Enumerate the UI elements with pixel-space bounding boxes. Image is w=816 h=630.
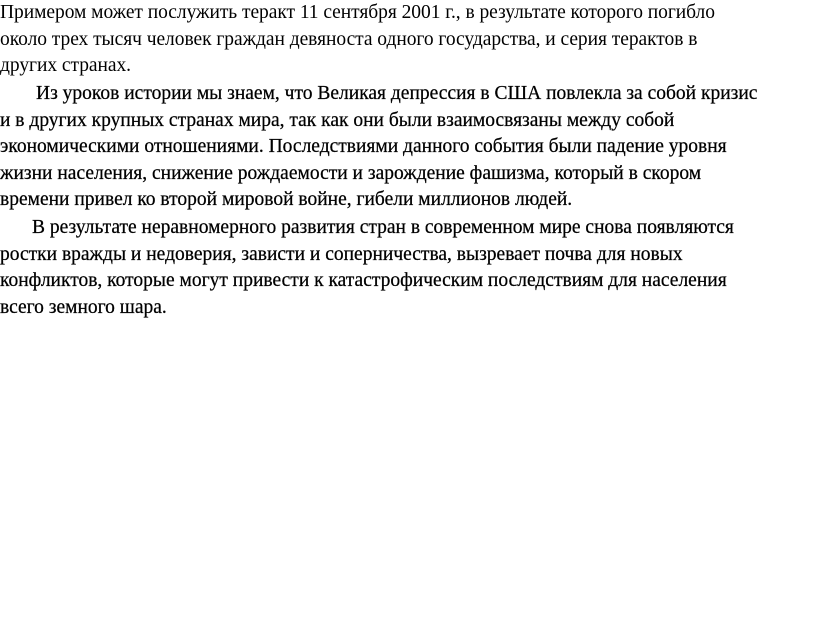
text-line: конфликтов, которые могут привести к катастрофическим последствиям для населения (0, 270, 727, 292)
text-line: и в других крупных странах мира, так как они были взаимосвязаны между собой (0, 109, 675, 131)
text-line: экономическими отношениями. Последствиями данного события были падение уровня (0, 136, 727, 158)
paragraph-uneven-development (0, 215, 816, 321)
text-line: Из уроков истории мы знаем, что Великая депрессия в США повлекла за собой кризис (36, 83, 758, 104)
text-line: времени привел ко второй мировой войне, гибели миллионов людей. (0, 189, 573, 211)
text-line: В результате неравномерного развития стран в современном мире снова появляются (32, 217, 734, 238)
paragraph-september-11 (0, 0, 816, 80)
text-line: жизни населения, снижение рождаемости и зарождение фашизма, который в скором (0, 162, 702, 184)
text-line: ростки вражды и недоверия, зависти и соперничества, вызревает почва для новых (0, 243, 683, 265)
text-line: около трех тысяч человек граждан девяноста одного государства, и серия терактов в (0, 28, 698, 50)
paragraph-great-depression (0, 81, 816, 214)
text-line: Примером может послужить теракт 11 сентября 2001 г., в результате которого погибло (0, 2, 715, 23)
text-line: всего земного шара. (0, 296, 167, 318)
text-line: других странах. (0, 55, 132, 77)
